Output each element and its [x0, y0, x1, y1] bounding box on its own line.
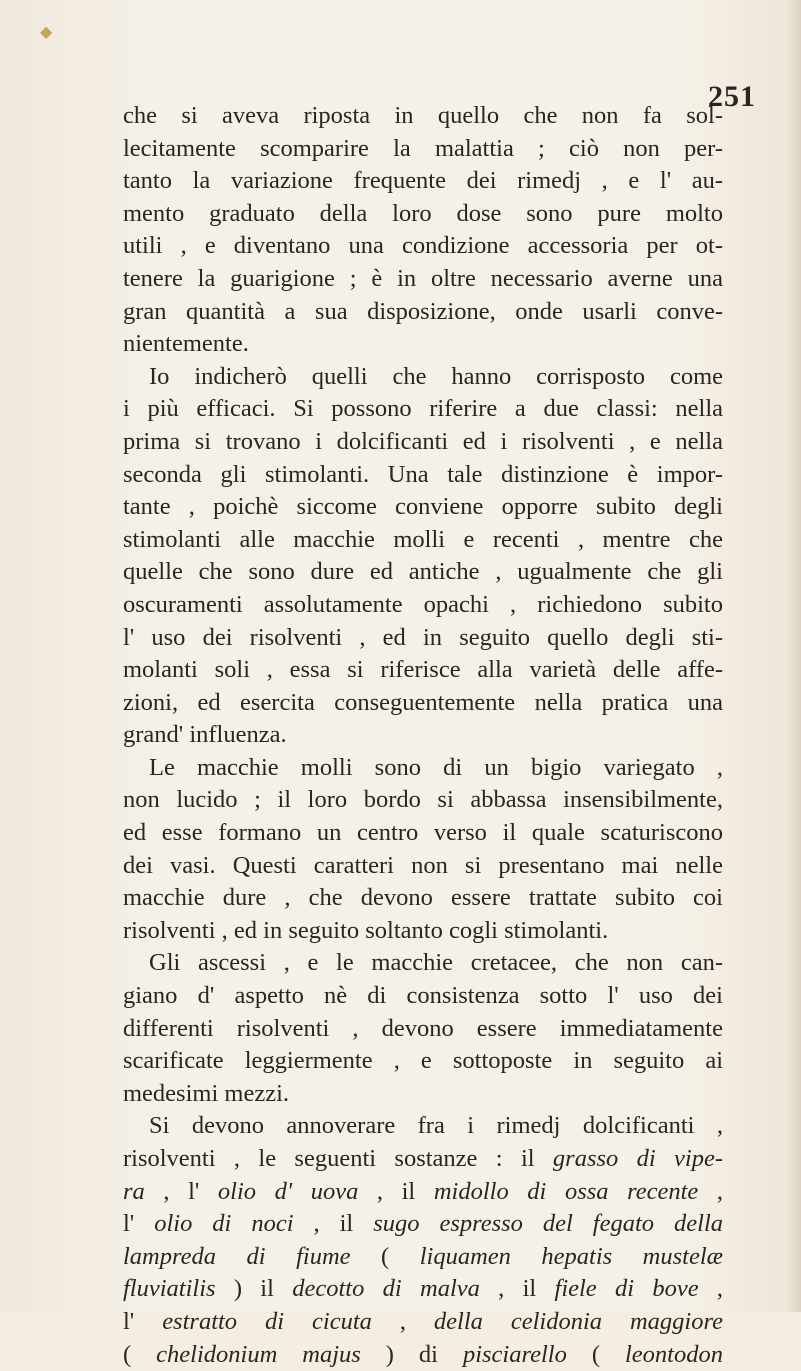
text-line: i più efficaci. Si possono riferire a due classi: nella	[123, 395, 723, 423]
text-line: risolventi , ed in seguito soltanto cogli stimolanti.	[123, 916, 609, 944]
text-line: mento graduato della loro dose sono pure molto	[123, 199, 723, 227]
text-line: macchie dure , che devono essere trattate subito coi	[123, 884, 723, 912]
text-line: fluviatilis ) il decotto di malva , il fiele di bove ,	[123, 1275, 724, 1303]
text-line: tanto la variazione frequente dei rimedj , e l' au-	[123, 167, 723, 195]
text-line: scarificate leggiermente , e sottoposte in seguito ai	[123, 1047, 723, 1075]
body-text	[123, 100, 723, 1371]
text-line: seconda gli stimolanti. Una tale distinzione è impor-	[123, 460, 723, 488]
text-line: stimolanti alle macchie molli e recenti , mentre che	[123, 525, 723, 553]
text-line: quelle che sono dure ed antiche , ugualmente che gli	[123, 558, 723, 586]
text-line: gran quantità a sua disposizione, onde usarli conve-	[123, 297, 723, 325]
text-line: Le macchie molli sono di un bigio variegato ,	[149, 753, 723, 781]
text-line: zioni, ed esercita conseguentemente nella pratica una	[123, 688, 723, 716]
ink-spot: ◆	[40, 22, 53, 41]
text-line: l' estratto di cicuta , della celidonia maggiore	[123, 1307, 723, 1335]
text-line: lecitamente scomparire la malattia ; ciò non per-	[123, 134, 723, 162]
text-line: l' uso dei risolventi , ed in seguito quello degli sti-	[123, 623, 723, 651]
text-line: che si aveva riposta in quello che non fa sol-	[123, 102, 723, 129]
text-line: prima si trovano i dolcificanti ed i risolventi , e nella	[123, 427, 723, 455]
text-line: oscuramenti assolutamente opachi , richiedono subito	[123, 590, 723, 618]
page-edge-shadow	[787, 0, 801, 1312]
text-line: tenere la guarigione ; è in oltre necessario averne una	[123, 264, 723, 292]
text-line: molanti soli , essa si riferisce alla varietà delle affe-	[123, 656, 723, 684]
text-line: nientemente.	[123, 330, 249, 358]
text-line: ed esse formano un centro verso il quale scaturiscono	[123, 819, 723, 847]
text-line: Si devono annoverare fra i rimedj dolcificanti ,	[149, 1112, 723, 1140]
text-line: Io indicherò quelli che hanno corrisposto come	[149, 362, 723, 390]
text-line: non lucido ; il loro bordo si abbassa insensibilmente,	[123, 786, 723, 814]
text-line: risolventi , le seguenti sostanze : il grasso di vipe-	[123, 1145, 724, 1172]
text-line: giano d' aspetto nè di consistenza sotto l' uso dei	[123, 982, 723, 1010]
text-line: dei vasi. Questi caratteri non si presentano mai nelle	[123, 851, 723, 879]
text-line: grand' influenza.	[123, 721, 287, 749]
text-line: differenti risolventi , devono essere immediatamente	[123, 1014, 723, 1042]
text-line: medesimi mezzi.	[123, 1079, 289, 1107]
text-line: ( chelidonium majus ) di pisciarello ( leontodon	[123, 1340, 723, 1368]
text-line: utili , e diventano una condizione accessoria per ot-	[123, 232, 723, 260]
text-line: l' olio di noci , il sugo espresso del fegato della	[123, 1210, 723, 1238]
text-line: tante , poichè siccome conviene opporre subito degli	[123, 493, 723, 521]
text-line: ra , l' olio d' uova , il midollo di ossa recente ,	[123, 1177, 723, 1205]
page-number: 251	[708, 80, 756, 113]
text-line: lampreda di fiume ( liquamen hepatis mustelæ	[123, 1242, 723, 1270]
text-line: Gli ascessi , e le macchie cretacee, che non can-	[149, 949, 723, 977]
